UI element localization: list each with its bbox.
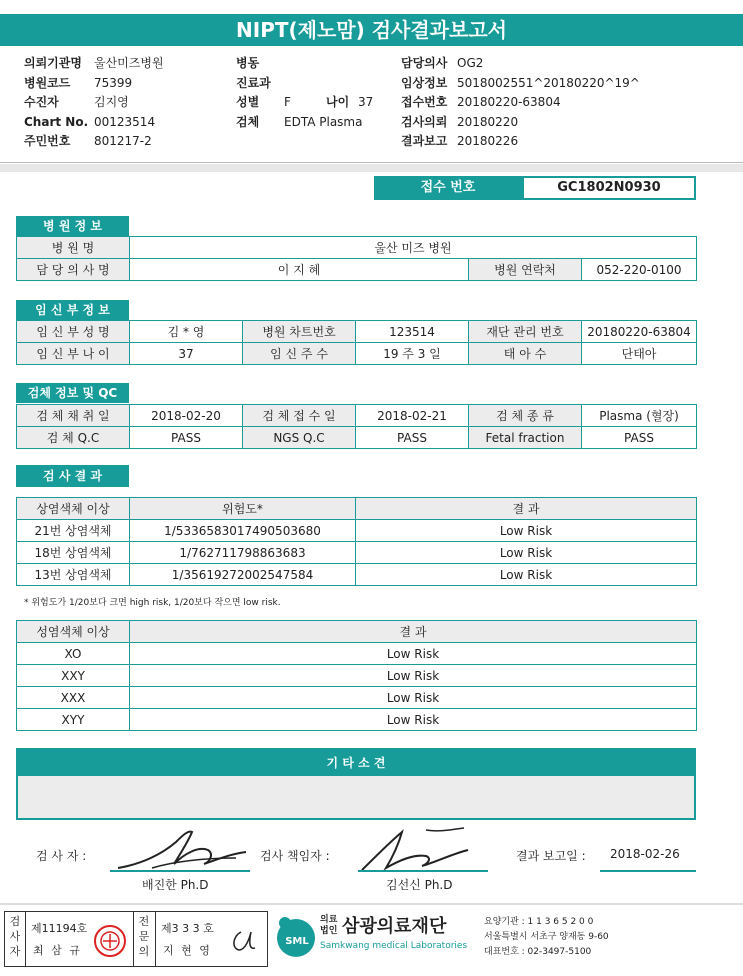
hospital-name-value: 울산 미즈 병원 — [130, 237, 697, 259]
section-hospital: 병 원 정 보 — [16, 216, 129, 236]
value-specimen: EDTA Plasma — [284, 114, 363, 129]
report-title: NIPT(제노맘) 검사결과보고서 — [0, 14, 743, 46]
remarks-box — [16, 748, 696, 820]
table-row — [17, 343, 697, 365]
license-divider — [155, 912, 156, 966]
remarks-title: 기 타 소 견 — [18, 750, 694, 776]
autosome-cell: Low Risk — [356, 542, 697, 564]
org-phone: 대표번호 : 02-3497-5100 — [484, 947, 592, 957]
hospital-table — [16, 236, 697, 281]
contact-label: 병원 연락처 — [469, 259, 582, 281]
inspector-number: 제11194호 — [31, 922, 88, 935]
autosome-cell: 21번 상염색체 — [17, 520, 130, 542]
sex-cell: XO — [17, 643, 130, 665]
autosome-cell: 1/762711798863683 — [130, 542, 356, 564]
label-chart-no: Chart No. — [24, 114, 89, 129]
tester-line — [110, 870, 250, 872]
org-prefix-top: 의료 — [320, 915, 338, 925]
header-left — [24, 54, 164, 152]
header-middle — [236, 54, 373, 132]
sex-cell: XYY — [17, 709, 130, 731]
sex-chromosome-table — [16, 620, 697, 731]
value-resident-no: 801217-2 — [94, 134, 152, 148]
table-row — [17, 621, 697, 643]
doctor-name-value: 이 지 혜 — [130, 259, 469, 281]
sex-cell: XXX — [17, 687, 130, 709]
autosome-header: 위험도* — [130, 498, 356, 520]
sex-cell: Low Risk — [130, 687, 697, 709]
doctor-name-label: 담 당 의 사 명 — [17, 259, 130, 281]
sml-logo-text: SML — [285, 936, 309, 947]
value-doctor: OG2 — [457, 56, 484, 70]
inspector-label: 검사자 — [9, 915, 21, 958]
sex-header: 결 과 — [130, 621, 697, 643]
pregnant-cell: 태 아 수 — [469, 343, 582, 365]
header-right — [401, 54, 640, 152]
autosome-cell: 1/5336583017490503680 — [130, 520, 356, 542]
specimen-cell: NGS Q.C — [243, 427, 356, 449]
table-row — [17, 237, 697, 259]
specimen-cell: PASS — [130, 427, 243, 449]
autosome-cell: 1/35619272002547584 — [130, 564, 356, 586]
label-patient: 수진자 — [24, 95, 59, 109]
table-row — [17, 259, 697, 281]
label-age: 나이 — [326, 95, 350, 109]
responsible-label: 검사 책임자 : — [260, 849, 330, 863]
license-box — [4, 911, 268, 967]
org-prefix — [320, 915, 337, 937]
autosome-cell: 13번 상염색체 — [17, 564, 130, 586]
specimen-cell: PASS — [582, 427, 697, 449]
table-row — [17, 643, 697, 665]
table-row — [17, 687, 697, 709]
receipt-label: 접수 번호 — [420, 180, 476, 195]
autosome-header: 상염색체 이상 — [17, 498, 130, 520]
responsible-signature — [356, 826, 476, 876]
label-resident-no: 주민번호 — [24, 134, 71, 148]
report-date-label: 결과 보고일 : — [516, 849, 586, 863]
value-hospital-name: 울산미즈병원 — [94, 56, 164, 70]
label-receipt-no: 접수번호 — [401, 95, 448, 109]
hospital-name-label: 병 원 명 — [17, 237, 130, 259]
sex-cell: Low Risk — [130, 665, 697, 687]
pregnant-cell: 병원 차트번호 — [243, 321, 356, 343]
responsible-name: 김선신 Ph.D — [386, 878, 453, 892]
value-clinical-info: 5018002551^20180220^19^ — [457, 75, 640, 90]
pregnant-table — [16, 320, 697, 365]
table-row — [17, 321, 697, 343]
sex-cell: XXY — [17, 665, 130, 687]
pregnant-cell: 123514 — [356, 321, 469, 343]
sex-header: 성염색체 이상 — [17, 621, 130, 643]
label-department: 진료과 — [236, 75, 271, 90]
pregnant-cell: 단태아 — [582, 343, 697, 365]
footer-divider — [0, 903, 743, 905]
table-row — [17, 709, 697, 731]
specimen-cell: PASS — [356, 427, 469, 449]
table-row — [17, 665, 697, 687]
table-row — [17, 498, 697, 520]
label-request-date: 검사의뢰 — [401, 114, 448, 129]
header-info — [0, 50, 743, 160]
label-hospital-name: 의뢰기관명 — [24, 56, 82, 70]
specimen-cell: 검 체 종 류 — [469, 405, 582, 427]
tester-label: 검 사 자 : — [36, 849, 87, 863]
pregnant-cell: 37 — [130, 343, 243, 365]
specimen-cell: Plasma (혈장) — [582, 405, 697, 427]
label-sex: 성별 — [236, 95, 260, 109]
specimen-cell: 검 체 접 수 일 — [243, 405, 356, 427]
label-doctor: 담당의사 — [401, 56, 448, 70]
org-name: 삼광의료재단 — [342, 916, 447, 937]
value-receipt-no: 20180220-63804 — [457, 95, 561, 109]
specimen-cell: Fetal fraction — [469, 427, 582, 449]
org-address: 서울특별시 서초구 양재동 9-60 — [484, 932, 609, 942]
risk-note: * 위험도가 1/20보다 크면 high risk, 1/20보다 작으면 low risk. — [24, 598, 281, 608]
value-chart-no: 00123514 — [94, 114, 156, 129]
autosome-cell: Low Risk — [356, 564, 697, 586]
autosome-cell: Low Risk — [356, 520, 697, 542]
specimen-cell: 검 체 Q.C — [17, 427, 130, 449]
sml-logo — [272, 912, 316, 962]
org-contact — [484, 915, 609, 960]
responsible-line — [358, 870, 488, 872]
pregnant-cell: 임 신 부 성 명 — [17, 321, 130, 343]
header-divider — [0, 162, 743, 163]
label-ward: 병동 — [236, 56, 260, 70]
inspector-name: 최 삼 규 — [33, 944, 82, 957]
pregnant-cell: 재단 관리 번호 — [469, 321, 582, 343]
contact-value: 052-220-0100 — [582, 259, 697, 281]
section-results: 검 사 결 과 — [16, 465, 129, 487]
receipt-value: GC1802N0930 — [524, 178, 694, 198]
label-clinical-info: 임상정보 — [401, 75, 448, 90]
pregnant-cell: 임 신 부 나 이 — [17, 343, 130, 365]
pregnant-cell: 19 주 3 일 — [356, 343, 469, 365]
report-date-line — [600, 870, 696, 872]
specialist-name: 지 현 영 — [163, 944, 212, 957]
pregnant-cell: 김 * 영 — [130, 321, 243, 343]
table-row — [17, 520, 697, 542]
section-specimen: 검체 정보 및 QC — [16, 383, 129, 403]
specimen-cell: 2018-02-20 — [130, 405, 243, 427]
label-specimen: 검체 — [236, 114, 260, 129]
table-row — [17, 427, 697, 449]
autosome-cell: 18번 상염색체 — [17, 542, 130, 564]
specialist-label: 전문의 — [138, 915, 150, 958]
license-divider — [25, 912, 26, 966]
specimen-cell: 2018-02-21 — [356, 405, 469, 427]
value-sex: F — [284, 95, 291, 109]
pregnant-cell: 20180220-63804 — [582, 321, 697, 343]
sex-cell: Low Risk — [130, 709, 697, 731]
org-english: Samkwang medical Laboratories — [320, 941, 468, 951]
autosome-header: 결 과 — [356, 498, 697, 520]
autosome-table — [16, 497, 697, 586]
table-row — [17, 405, 697, 427]
label-hospital-code: 병원코드 — [24, 75, 71, 90]
specimen-table — [16, 404, 697, 449]
report-date-value: 2018-02-26 — [610, 847, 680, 861]
remarks-body — [18, 776, 694, 818]
pregnant-cell: 임 신 주 수 — [243, 343, 356, 365]
specialist-signature — [227, 926, 261, 956]
value-age: 37 — [358, 95, 374, 109]
value-request-date: 20180220 — [457, 114, 519, 129]
header-band — [0, 164, 743, 172]
seal-icon — [93, 924, 127, 958]
org-prefix-bottom: 법인 — [320, 926, 338, 936]
table-row — [17, 542, 697, 564]
org-code: 요양기관 : 1 1 3 6 5 2 0 0 — [484, 917, 594, 927]
label-report-date: 결과보고 — [401, 134, 448, 148]
specimen-cell: 검 체 채 취 일 — [17, 405, 130, 427]
tester-signature — [112, 824, 252, 876]
tester-name: 배진한 Ph.D — [142, 878, 209, 892]
section-pregnant: 임 신 부 정 보 — [16, 300, 129, 320]
value-patient: 김지영 — [94, 95, 129, 109]
receipt-box — [374, 176, 696, 200]
specialist-number: 제3 3 3 호 — [161, 922, 214, 935]
value-hospital-code: 75399 — [94, 75, 133, 90]
sex-cell: Low Risk — [130, 643, 697, 665]
table-row — [17, 564, 697, 586]
license-divider — [133, 912, 134, 966]
value-report-date: 20180226 — [457, 134, 519, 148]
